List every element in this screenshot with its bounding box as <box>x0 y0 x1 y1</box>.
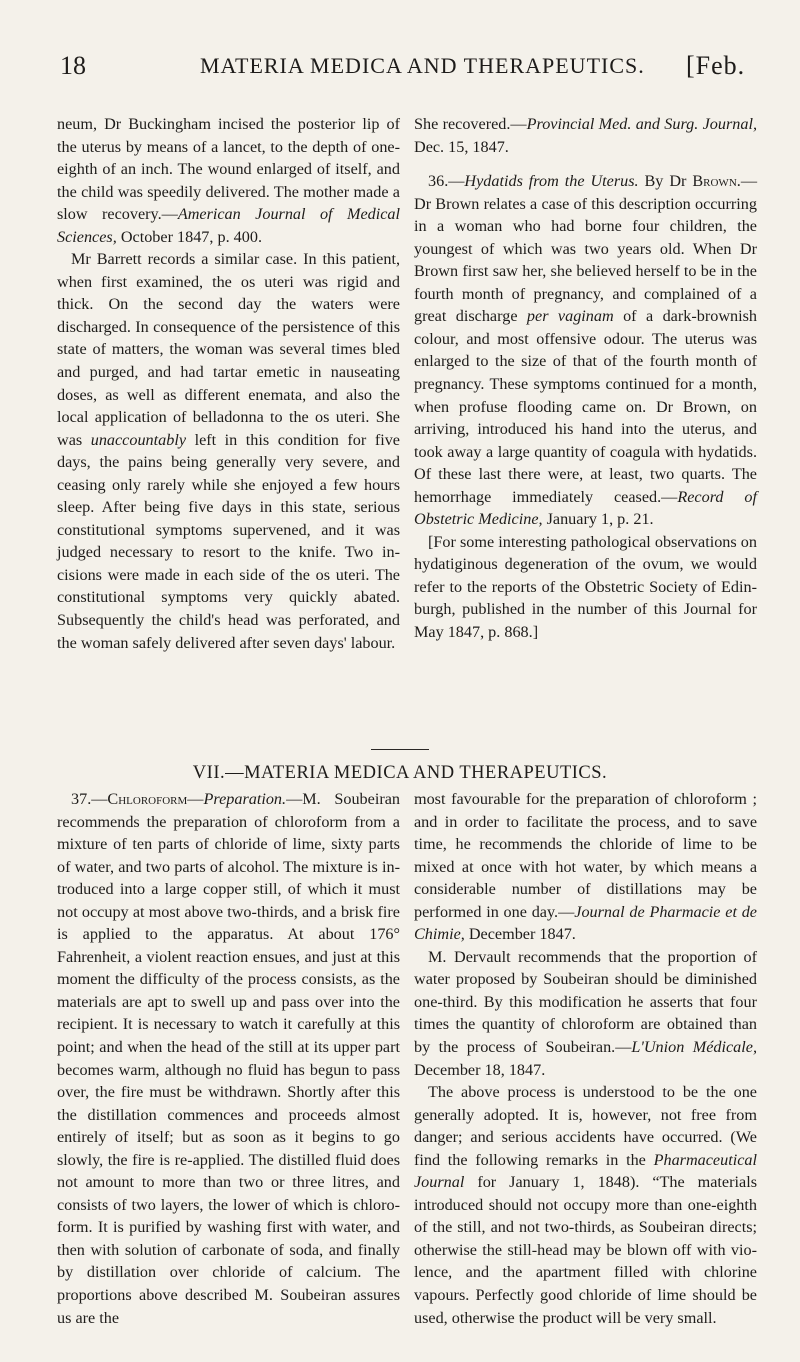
paragraph-dervault: M. Dervault recommends that the proportion of water proposed by Soubeiran should be diminished one-third. By this modification he asserts that four times the quantity of chloroform are obtained than by the process of Soubeiran.—L'Union Médicale, December 18, 1847. <box>414 947 757 1079</box>
column-right-top <box>414 113 757 644</box>
column-left-top <box>57 113 400 654</box>
month-label: [Feb. <box>686 51 746 80</box>
paragraph-barrett: Mr Barrett records a similar case. In this patient, when first examined, the os uteri was rigid and thick. On the second day the waters were discharged. In consequence of the persistence of this state of matters, the woman was several times bled and purged, and had tartar emetic in nauseating doses, as well as different enemata, and also the local application of belladonna to the os uteri. She was unaccountably left in this condition for five days, the pains being generally very severe, and ceasing only rarely while she enjoyed a few hours sleep. After being five days in this state, serious constitutional symptoms supervened, and it was judged necessary to resort to the knife. Two incisions were made in each side of the os uteri. The constitutional symptoms very quickly abated. Subsequently the child's head was perforated, and the woman safely delivered after seven days' labour. <box>57 250 400 652</box>
paragraph-danger: The above process is understood to be the one generally adopted. It is, however, not free from danger; and serious accidents have occurred. (We find the following remarks in the Pharmaceutical Journal for January 1, 1848). “The materials introduced should not occupy more than one-eighth of the still, and not two-thirds, as Soubeiran directs; otherwise the still-head may be blown off with violence, and the apartment filled with chlorine vapours. Perfectly good chloride of lime should be used, otherwise the product will be very small. <box>414 1083 757 1327</box>
section-heading: VII.—MATERIA MEDICA AND THERAPEUTICS. <box>192 763 608 783</box>
paragraph-chloroform: 37.—Chloroform—Preparation.—M. Soubeiran recommends the preparation of chloroform from a mixture of ten parts of chloride of lime, sixty parts of water, and two parts of alcohol. The mixture is introduced into a large copper still, of which it must not occupy at most above two-thirds, and a brisk fire is applied to the apparatus. At about 176° Fahrenheit, a violent reaction ensues, and just at this moment the difficulty of the process consists, as the materials are apt to swell up and pass over into the recipient. It is necessary to watch it carefully at this point; and when the head of the still at its upper part becomes warm, although no fluid has begun to pass over, the fire must be withdrawn. Shortly after this the distillation commences and proceeds almost entirely of itself; but as soon as it begins to go slowly, the fire is re-applied. The distilled fluid does not amount to more than two or three litres, and consists of two layers, the lower of which is chloroform. It is purified by washing first with water, and then with solution of carbonate of soda, and finally by distillation over chloride of calcium. The proportions above described M. Soubeiran assures us are the <box>57 790 400 1327</box>
paragraph-soubeiran-cont: most favourable for the preparation of chloroform ; and in order to facilitate the process, and to save time, he recommends the chloride of lime to be mixed at once with hot water, by which means a considerable number of distillations may be performed in one day.—Journal de Pharmacie et de Chimie, December 1847. <box>414 790 757 944</box>
page-number: 18 <box>60 51 86 80</box>
running-header <box>0 46 800 86</box>
column-left-bottom <box>57 788 400 1329</box>
paragraph-editor-note: [For some interesting pathological observations on hydatiginous degeneration of the ovum, we would refer to the reports of the Obstetric Society of Edinburgh, published in the number of this Journal for May 1847, p. 868.] <box>414 532 757 642</box>
column-right-bottom <box>414 788 757 1329</box>
paragraph-recovered: She recovered.—Provincial Med. and Surg. Journal, Dec. 15, 1847. <box>414 115 757 156</box>
paragraph-hydatids: 36.—Hydatids from the Uterus. By Dr Brown.—Dr Brown relates a case of this description occurring in a woman who had borne four children, the youngest of which was two years old. When Dr Brown first saw her, she believed herself to be in the fourth month of pregnancy, and complained of a great discharge per vaginam of a dark-brownish colour, and most offensive odour. The uterus was enlarged to the size of that of the fourth month of pregnancy. These symptoms continued for a month, when profuse flooding came on. Dr Brown, on arriving, introduced his hand into the uterus, and took away a large quantity of coagula with hydatids. Of these last there were, at least, two quarts. The hemorrhage immediately ceased.—Record of Obstetric Medicine, January 1, p. 21. <box>414 172 757 529</box>
paragraph-buckingham: neum, Dr Buckingham incised the posterior lip of the uterus by means of a lancet, to the depth of one-eighth of an inch. The wound enlarged of itself, and the child was speedily delivered. The mother made a slow recovery.—American Journal of Medical Sciences, October 1847, p. 400. <box>57 115 400 246</box>
running-title: MATERIA MEDICA AND THERAPEUTICS. <box>200 53 645 78</box>
